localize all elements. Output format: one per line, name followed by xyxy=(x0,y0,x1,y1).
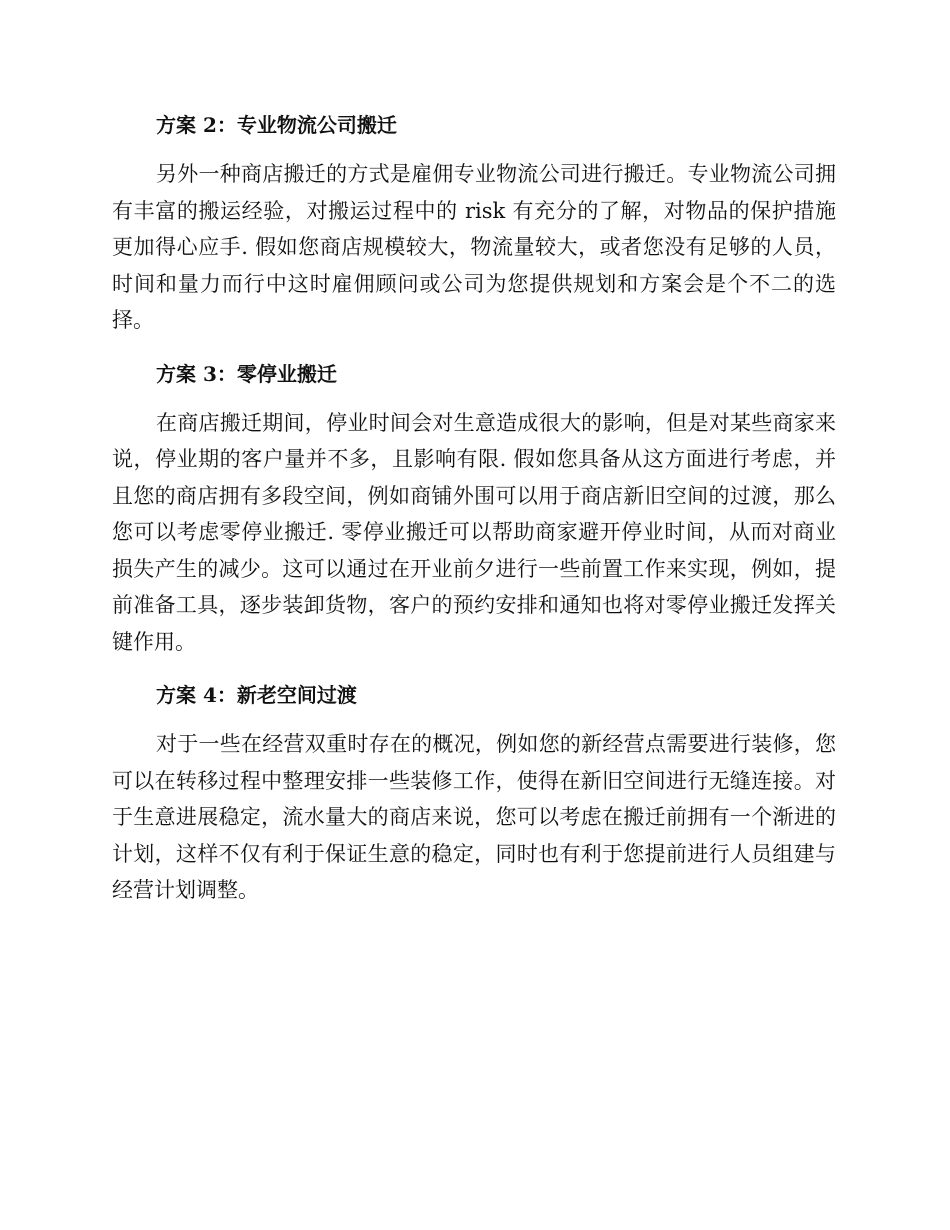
document-page xyxy=(112,108,836,927)
section-heading: 方案 3：零停业搬迁 xyxy=(156,361,337,386)
section-paragraph: 另外一种商店搬迁的方式是雇佣专业物流公司进行搬迁。专业物流公司拥有丰富的搬运经验，对搬运过程中的 risk 有充分的了解，对物品的保护措施更加得心应手. 假如您商店规模较大，物流量较大，或者您没有足够的人员，时间和量力而行中这时雇佣顾问或公司为您提供规划和方案会是个不二的选择。 xyxy=(112,162,836,332)
section-plan-3 xyxy=(112,357,836,661)
section-paragraph: 对于一些在经营双重时存在的概况，例如您的新经营点需要进行装修，您可以在转移过程中整理安排一些装修工作，使得在新旧空间进行无缝连接。对于生意进展稳定，流水量大的商店来说，您可以考虑在搬迁前拥有一个渐进的计划，这样不仅有利于保证生意的稳定，同时也有利于您提前进行人员组建与经营计划调整。 xyxy=(112,732,836,902)
section-plan-2 xyxy=(112,108,836,339)
section-heading: 方案 4：新老空间过渡 xyxy=(156,683,357,707)
section-plan-4 xyxy=(112,678,836,909)
section-paragraph: 在商店搬迁期间，停业时间会对生意造成很大的影响，但是对某些商家来说，停业期的客户量并不多，且影响有限. 假如您具备从这方面进行考虑，并且您的商店拥有多段空间，例如商铺外围可以用于商店新旧空间的过渡，那么您可以考虑零停业搬迁. 零停业搬迁可以帮助商家避开停业时间，从而对商业损失产生的减少。这可以通过在开业前夕进行一些前置工作来实现，例如，提前准备工具，逐步装卸货物，客户的预约安排和通知也将对零停业搬迁发挥关键作用。 xyxy=(112,410,836,654)
section-heading: 方案 2：专业物流公司搬迁 xyxy=(156,113,397,137)
